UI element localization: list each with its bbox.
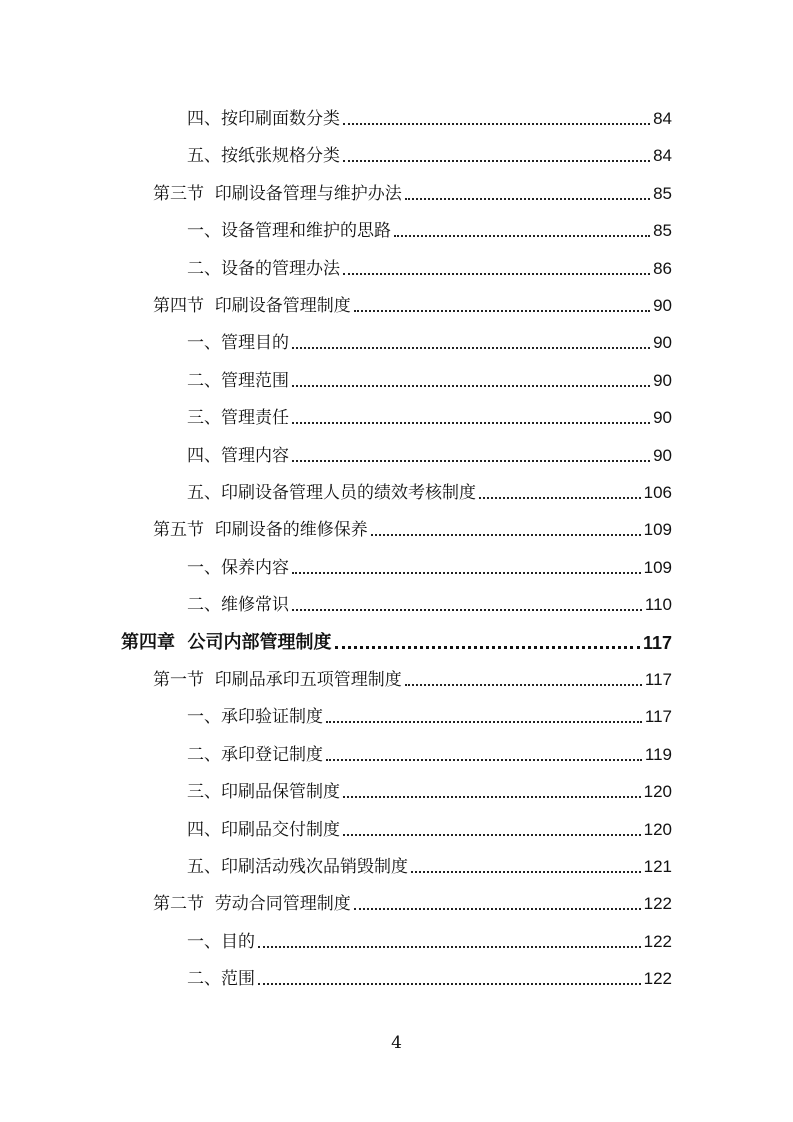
toc-entry-page: 90 bbox=[653, 445, 672, 465]
toc-entry-page: 122 bbox=[643, 969, 672, 989]
toc-leader-dots bbox=[335, 646, 640, 649]
toc-entry-label: 一、承印验证制度 bbox=[187, 707, 323, 728]
toc-entry-page: 109 bbox=[643, 520, 672, 540]
toc-entry-page: 90 bbox=[653, 370, 672, 390]
toc-section-entry[interactable] bbox=[153, 175, 672, 205]
toc-leader-dots bbox=[405, 684, 642, 686]
toc-entry-label: 第五节 印刷设备的维修保养 bbox=[153, 520, 368, 541]
toc-entry-label: 第四节 印刷设备管理制度 bbox=[153, 296, 351, 316]
toc-leader-dots bbox=[411, 871, 641, 873]
toc-leader-dots bbox=[258, 983, 641, 985]
toc-leader-dots bbox=[292, 572, 641, 574]
toc-subsection-entry[interactable] bbox=[187, 923, 672, 953]
toc-subsection-entry[interactable] bbox=[187, 100, 672, 130]
toc-leader-dots bbox=[326, 721, 642, 723]
toc-leader-dots bbox=[343, 834, 641, 836]
toc-entry-label: 二、承印登记制度 bbox=[187, 744, 323, 765]
toc-entry-page: 90 bbox=[653, 333, 672, 353]
toc-entry-page: 86 bbox=[653, 258, 672, 278]
toc-entry-label: 二、设备的管理办法 bbox=[187, 258, 340, 279]
toc-leader-dots bbox=[394, 235, 650, 237]
toc-leader-dots bbox=[292, 422, 650, 424]
toc-entry-label: 第一节 印刷品承印五项管理制度 bbox=[153, 670, 402, 690]
toc-entry-label: 一、目的 bbox=[187, 931, 255, 952]
toc-subsection-entry[interactable] bbox=[187, 437, 672, 467]
toc-leader-dots bbox=[371, 534, 641, 536]
toc-entry-page: 119 bbox=[644, 744, 672, 764]
toc-subsection-entry[interactable] bbox=[187, 212, 672, 242]
toc-entry-page: 120 bbox=[643, 782, 672, 802]
toc-leader-dots bbox=[292, 609, 642, 611]
toc-leader-dots bbox=[479, 497, 641, 499]
toc-entry-page: 120 bbox=[643, 819, 672, 839]
toc-leader-dots bbox=[292, 347, 650, 349]
toc-entry-page: 84 bbox=[653, 146, 672, 166]
toc-entry-page: 122 bbox=[643, 931, 672, 951]
toc-entry-page: 110 bbox=[644, 595, 672, 615]
toc-subsection-entry[interactable] bbox=[187, 586, 672, 616]
toc-entry-label: 三、印刷品保管制度 bbox=[187, 782, 340, 803]
toc-leader-dots bbox=[343, 273, 650, 275]
toc-entry-label: 五、印刷活动残次品销毁制度 bbox=[187, 857, 408, 877]
toc-leader-dots bbox=[292, 460, 650, 462]
toc-leader-dots bbox=[354, 908, 641, 910]
toc-leader-dots bbox=[343, 160, 650, 162]
toc-leader-dots bbox=[292, 385, 650, 387]
toc-entry-page: 85 bbox=[653, 221, 672, 241]
toc-entry-label: 一、管理目的 bbox=[187, 333, 289, 354]
toc-entry-label: 二、范围 bbox=[187, 969, 255, 990]
toc-section-entry[interactable] bbox=[153, 511, 672, 541]
toc-entry-page: 117 bbox=[644, 670, 672, 689]
toc-subsection-entry[interactable] bbox=[187, 324, 672, 354]
toc-leader-dots bbox=[258, 946, 641, 948]
toc-leader-dots bbox=[354, 310, 650, 312]
toc-entry-label: 一、保养内容 bbox=[187, 557, 289, 578]
toc-chapter-entry[interactable] bbox=[121, 624, 672, 654]
toc-subsection-entry[interactable] bbox=[187, 811, 672, 841]
toc-subsection-entry[interactable] bbox=[187, 848, 672, 878]
toc-entry-label: 第二节 劳动合同管理制度 bbox=[153, 894, 351, 915]
toc-entry-label: 三、管理责任 bbox=[187, 408, 289, 429]
toc-entry-page: 117 bbox=[644, 707, 672, 727]
toc-leader-dots bbox=[343, 796, 641, 798]
toc-entry-label: 五、按纸张规格分类 bbox=[187, 146, 340, 167]
toc-entry-label: 一、设备管理和维护的思路 bbox=[187, 221, 391, 242]
toc-entry-page: 109 bbox=[643, 557, 672, 577]
toc-subsection-entry[interactable] bbox=[187, 698, 672, 728]
toc-entry-page: 106 bbox=[643, 483, 672, 502]
toc-subsection-entry[interactable] bbox=[187, 474, 672, 504]
toc-entry-label: 二、维修常识 bbox=[187, 595, 289, 616]
toc-entry-label: 第四章 公司内部管理制度 bbox=[121, 631, 332, 653]
toc-section-entry[interactable] bbox=[153, 287, 672, 317]
toc-entry-label: 五、印刷设备管理人员的绩效考核制度 bbox=[187, 483, 476, 503]
toc-leader-dots bbox=[343, 123, 650, 125]
toc-section-entry[interactable] bbox=[153, 661, 672, 691]
toc-subsection-entry[interactable] bbox=[187, 362, 672, 392]
toc-subsection-entry[interactable] bbox=[187, 250, 672, 280]
toc-leader-dots bbox=[405, 198, 650, 200]
toc-entry-label: 二、管理范围 bbox=[187, 370, 289, 391]
toc-subsection-entry[interactable] bbox=[187, 736, 672, 766]
toc-entry-label: 四、管理内容 bbox=[187, 445, 289, 466]
toc-subsection-entry[interactable] bbox=[187, 549, 672, 579]
toc-leader-dots bbox=[326, 759, 642, 761]
page-number: 4 bbox=[391, 1033, 402, 1053]
toc-subsection-entry[interactable] bbox=[187, 773, 672, 803]
toc-entry-page: 121 bbox=[643, 857, 672, 876]
toc-entry-label: 四、按印刷面数分类 bbox=[187, 109, 340, 129]
toc-entry-page: 85 bbox=[653, 183, 672, 203]
toc-entry-label: 四、印刷品交付制度 bbox=[187, 819, 340, 840]
toc-entry-label: 第三节 印刷设备管理与维护办法 bbox=[153, 183, 402, 204]
toc-entry-page: 90 bbox=[653, 296, 672, 315]
toc-entry-page: 90 bbox=[653, 408, 672, 428]
toc-subsection-entry[interactable] bbox=[187, 399, 672, 429]
toc-subsection-entry[interactable] bbox=[187, 137, 672, 167]
toc-entry-page: 117 bbox=[642, 632, 672, 653]
toc-subsection-entry[interactable] bbox=[187, 960, 672, 990]
toc-section-entry[interactable] bbox=[153, 885, 672, 915]
toc-entry-page: 84 bbox=[653, 109, 672, 128]
toc-entry-page: 122 bbox=[643, 894, 672, 914]
